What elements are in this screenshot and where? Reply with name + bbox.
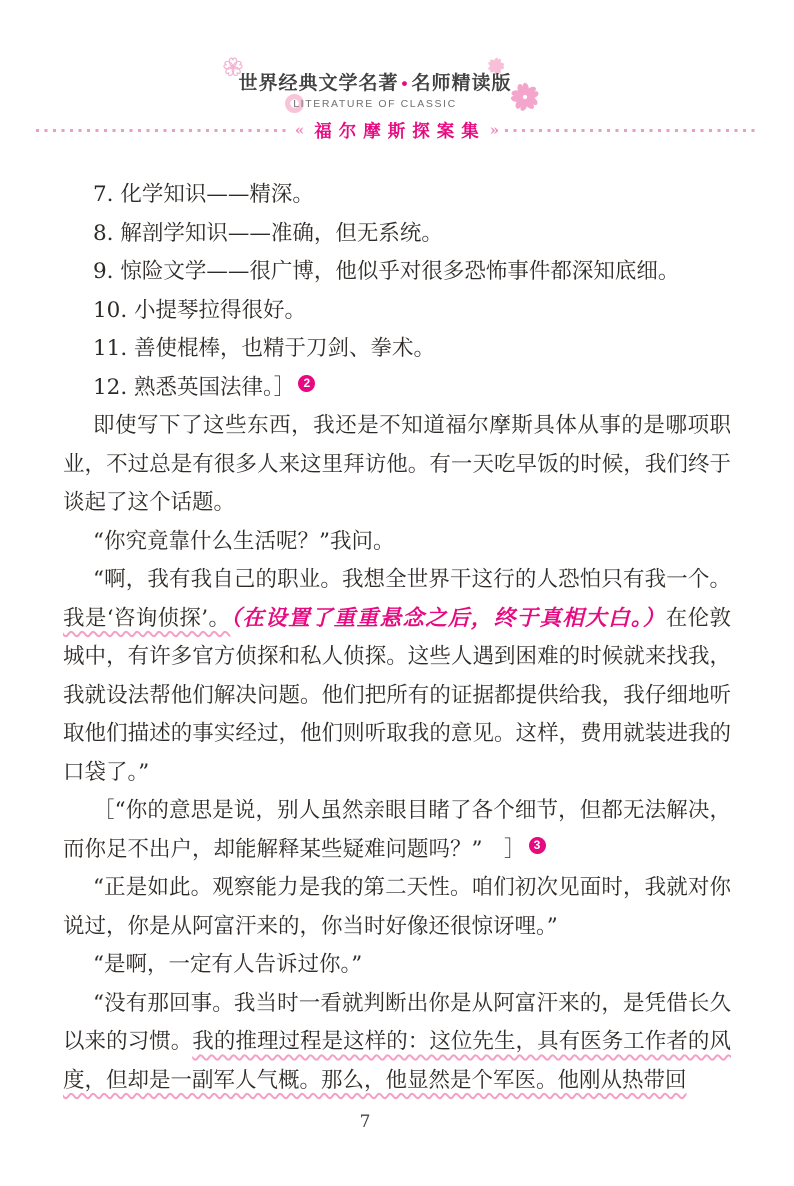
series-title-right: 名师精读版 bbox=[411, 73, 512, 94]
teacher-annotation: （在设置了重重悬念之后，终于真相大白。） bbox=[230, 605, 666, 631]
list-item-12 bbox=[63, 369, 731, 408]
dotted-line-left bbox=[36, 129, 289, 132]
wavy-underlined-text: 我的推理过程是这样的：这位先生，具有医务工作者的风度，但却是一副军人气概。那么，他显然是个军医。他刚从热带回 bbox=[63, 1029, 731, 1093]
right-arrow-ornament-icon: » bbox=[489, 121, 500, 139]
annotation-badge-2: 2 bbox=[298, 375, 315, 392]
body-text bbox=[63, 176, 731, 1100]
list-item-text: 8. 解剖学知识——准确，但无系统。 bbox=[93, 220, 443, 246]
list-item-8 bbox=[63, 215, 731, 254]
annotation-badge-3: 3 bbox=[529, 837, 546, 854]
series-subtitle: LITERATURE OF CLASSIC bbox=[293, 98, 457, 110]
paragraph-text: “啊，我有我自己的职业。我想全世界干这行的人恐怕只有我一个。 bbox=[93, 567, 731, 592]
paragraph-1: 即使写下了这些东西，我还是不知道福尔摩斯具体从事的是哪项职业，不过总是有很多人来这里拜访他。有一天吃早饭的时候，我们终于谈起了这个话题。 bbox=[63, 413, 731, 515]
header-divider bbox=[36, 120, 758, 140]
list-item-text: 9. 惊险文学——很广博，他似乎对很多恐怖事件都深知底细。 bbox=[93, 259, 680, 284]
book-title: 福尔摩斯探案集 bbox=[314, 121, 486, 142]
paragraph-4 bbox=[63, 792, 731, 869]
paragraph-2: “你究竟靠什么生活呢？”我问。 bbox=[93, 528, 395, 554]
title-bullet-icon: • bbox=[401, 74, 409, 93]
paragraph-7 bbox=[63, 985, 731, 1101]
book-title-label bbox=[295, 118, 499, 143]
series-title bbox=[239, 68, 512, 95]
dotted-line-right bbox=[505, 129, 758, 132]
list-item-9 bbox=[63, 253, 731, 292]
list-item-text: 12. 熟悉英国法律。］ bbox=[93, 374, 296, 400]
list-item-text: 11. 善使棍棒，也精于刀剑、拳术。 bbox=[93, 336, 436, 361]
wavy-underlined-text: 我是‘咨询侦探’。 bbox=[63, 605, 231, 631]
page-header bbox=[239, 68, 512, 110]
list-item-text: 10. 小提琴拉得很好。 bbox=[93, 297, 307, 323]
paragraph-6: “是啊，一定有人告诉过你。” bbox=[93, 952, 363, 977]
paragraph-3 bbox=[63, 561, 731, 792]
page-number: 7 bbox=[359, 1112, 371, 1132]
list-item-text: 7. 化学知识——精深。 bbox=[93, 182, 314, 207]
paragraph-text: 在伦敦城中，有许多官方侦探和私人侦探。这些人遇到困难的时候就来找我，我就设法帮他们解决问题。他们把所有的证据都提供给我，我仔细地听取他们描述的事实经过，他们则听取我的意见。这样，费用就装进我的口袋了。” bbox=[63, 605, 731, 785]
list-item-10 bbox=[63, 292, 731, 331]
list-item-7 bbox=[63, 176, 731, 215]
paragraph-5: “正是如此。观察能力是我的第二天性。咱们初次见面时，我就对你说过，你是从阿富汗来的，你当时好像还很惊讶哩。” bbox=[63, 875, 731, 939]
series-title-left: 世界经典文学名著 bbox=[238, 73, 399, 94]
paragraph-text: “没有那回事。我当时一看就判断出你是从阿富汗来的，是凭借长久以来的习惯。 bbox=[63, 990, 731, 1054]
paragraph-text: ［“你的意思是说，别人虽然亲眼目睹了各个细节，但都无法解决，而你足不出户，却能解释某些疑难问题吗？” ］ bbox=[63, 798, 731, 862]
left-arrow-ornament-icon: « bbox=[294, 121, 305, 139]
list-item-11 bbox=[63, 330, 731, 369]
